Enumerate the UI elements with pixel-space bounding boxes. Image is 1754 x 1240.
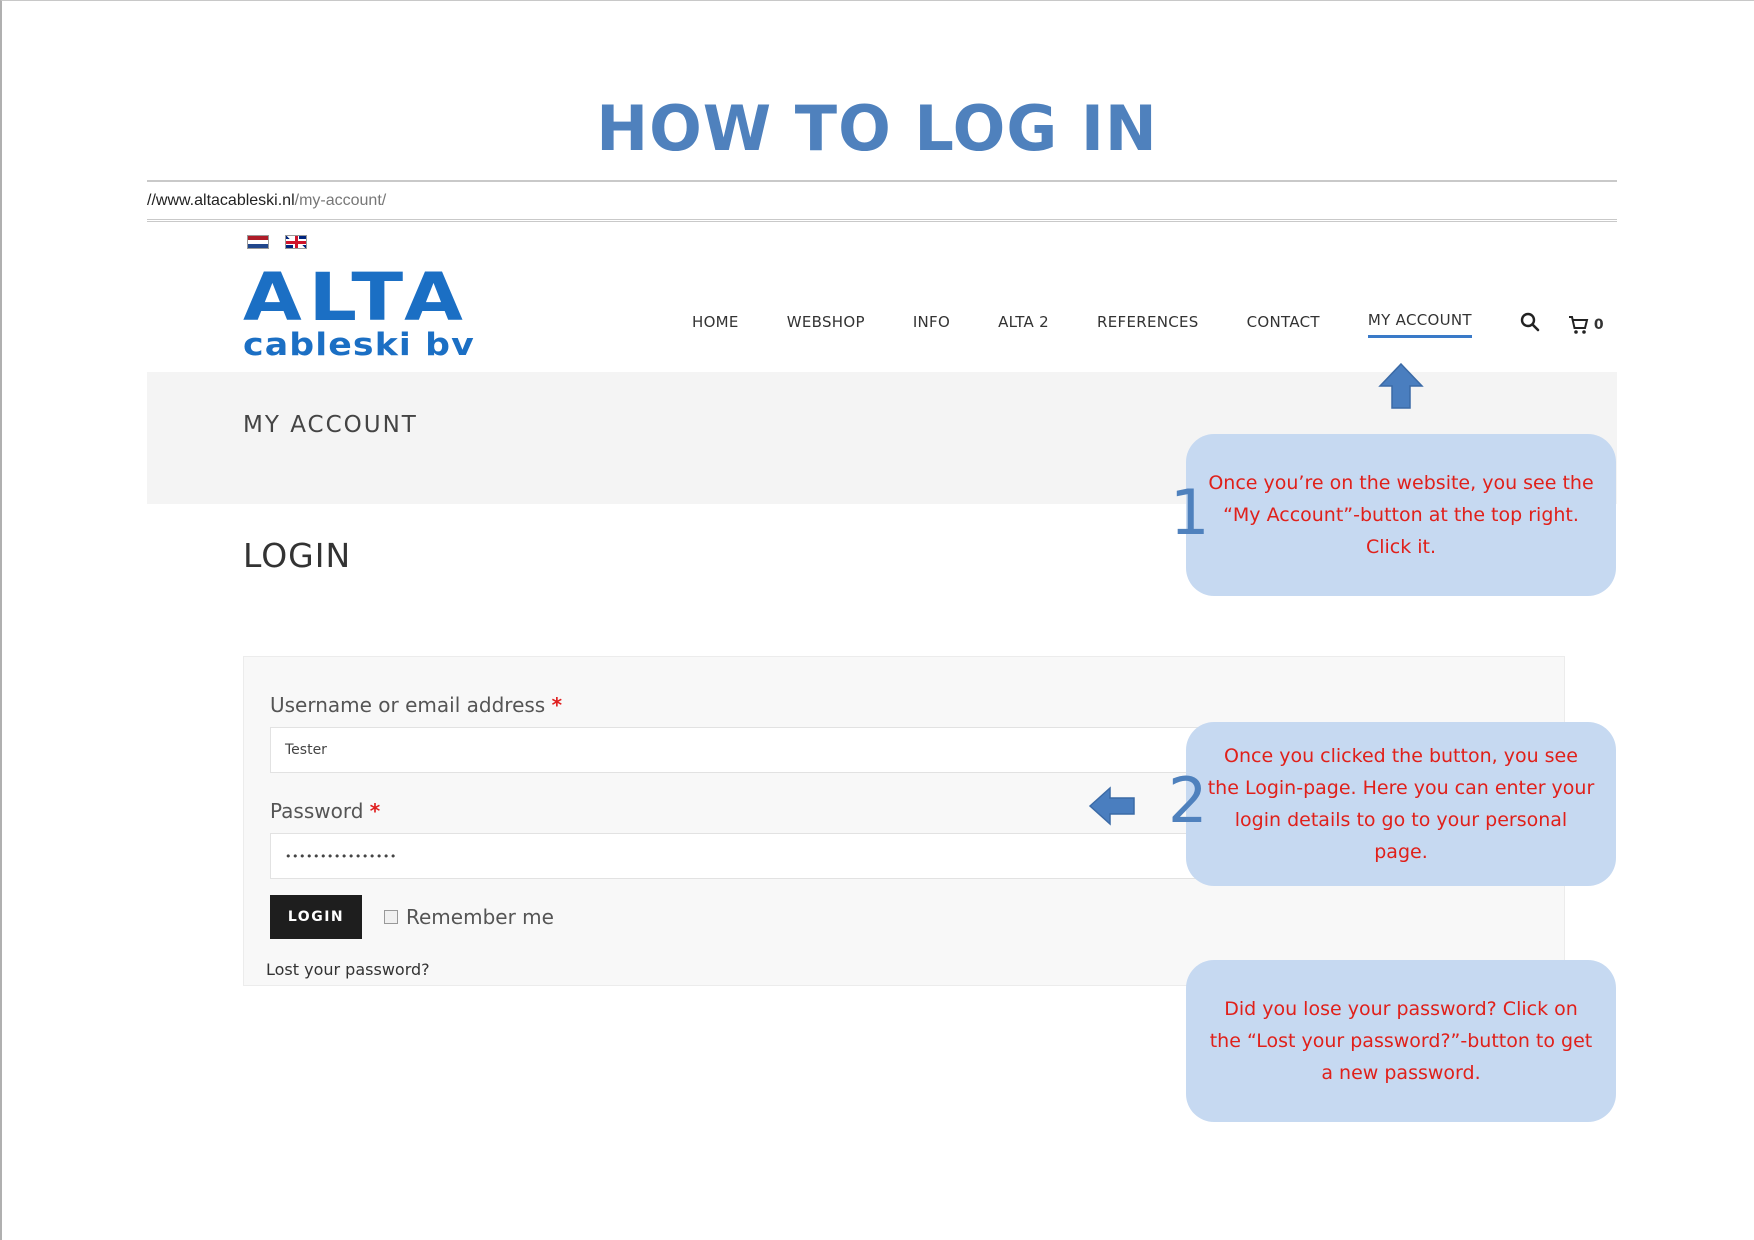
nav-item-info[interactable]: INFO — [912, 312, 951, 331]
arrow-left-icon — [1088, 786, 1136, 826]
nav-item-webshop[interactable]: WEBSHOP — [786, 312, 865, 331]
flag-nl-icon[interactable] — [247, 235, 269, 249]
url-host: //www.altacableski.nl — [147, 192, 295, 209]
login-heading: LOGIN — [243, 536, 352, 575]
username-label — [270, 693, 562, 717]
remember-me[interactable] — [384, 905, 554, 929]
cart-button[interactable] — [1568, 315, 1604, 335]
password-label-text: Password — [270, 799, 364, 823]
remember-me-checkbox[interactable] — [384, 910, 398, 924]
remember-me-label: Remember me — [406, 905, 554, 929]
step-number-2: 2 — [1168, 764, 1208, 837]
callout-step-2: Once you clicked the button, you see the Login-page. Here you can enter your login details to go to your personal page. — [1186, 722, 1616, 886]
document-title: HOW TO LOG IN — [596, 92, 1158, 165]
address-bar[interactable] — [147, 180, 1617, 222]
nav-item-my-account[interactable]: MY ACCOUNT — [1368, 311, 1472, 338]
nav-item-contact[interactable]: CONTACT — [1246, 312, 1320, 331]
required-mark: * — [369, 799, 381, 823]
url-path: /my-account/ — [294, 192, 387, 209]
password-input[interactable]: •••••••••••••••• — [270, 833, 1280, 879]
search-icon[interactable] — [1520, 312, 1540, 337]
callout-step-1: Once you’re on the website, you see the “My Account”-button at the top right. Click it. — [1186, 434, 1616, 596]
username-input[interactable]: Tester — [270, 727, 1280, 773]
site-logo[interactable] — [243, 259, 475, 363]
main-nav — [692, 311, 1604, 338]
cart-count: 0 — [1593, 316, 1604, 333]
nav-item-home[interactable]: HOME — [692, 312, 739, 331]
banner-title: MY ACCOUNT — [243, 412, 418, 438]
password-label — [270, 799, 380, 823]
logo-main-text: ALTA — [243, 259, 470, 336]
step-number-1-overlay: 1 — [1170, 476, 1210, 549]
lost-password-link[interactable]: Lost your password? — [266, 960, 430, 979]
arrow-up-icon — [1378, 362, 1424, 410]
nav-item-alta2[interactable]: ALTA 2 — [998, 312, 1050, 331]
login-button[interactable]: LOGIN — [270, 895, 362, 939]
nav-item-references[interactable]: REFERENCES — [1097, 312, 1199, 331]
cart-icon — [1568, 315, 1590, 335]
callout-lost-password: Did you lose your password? Click on the “Lost your password?”-button to get a new password. — [1186, 960, 1616, 1122]
language-switcher — [247, 235, 307, 249]
flag-uk-icon[interactable] — [285, 235, 307, 249]
logo-sub-text: cableski bv — [243, 327, 475, 363]
required-mark: * — [551, 693, 563, 717]
username-label-text: Username or email address — [270, 693, 546, 717]
